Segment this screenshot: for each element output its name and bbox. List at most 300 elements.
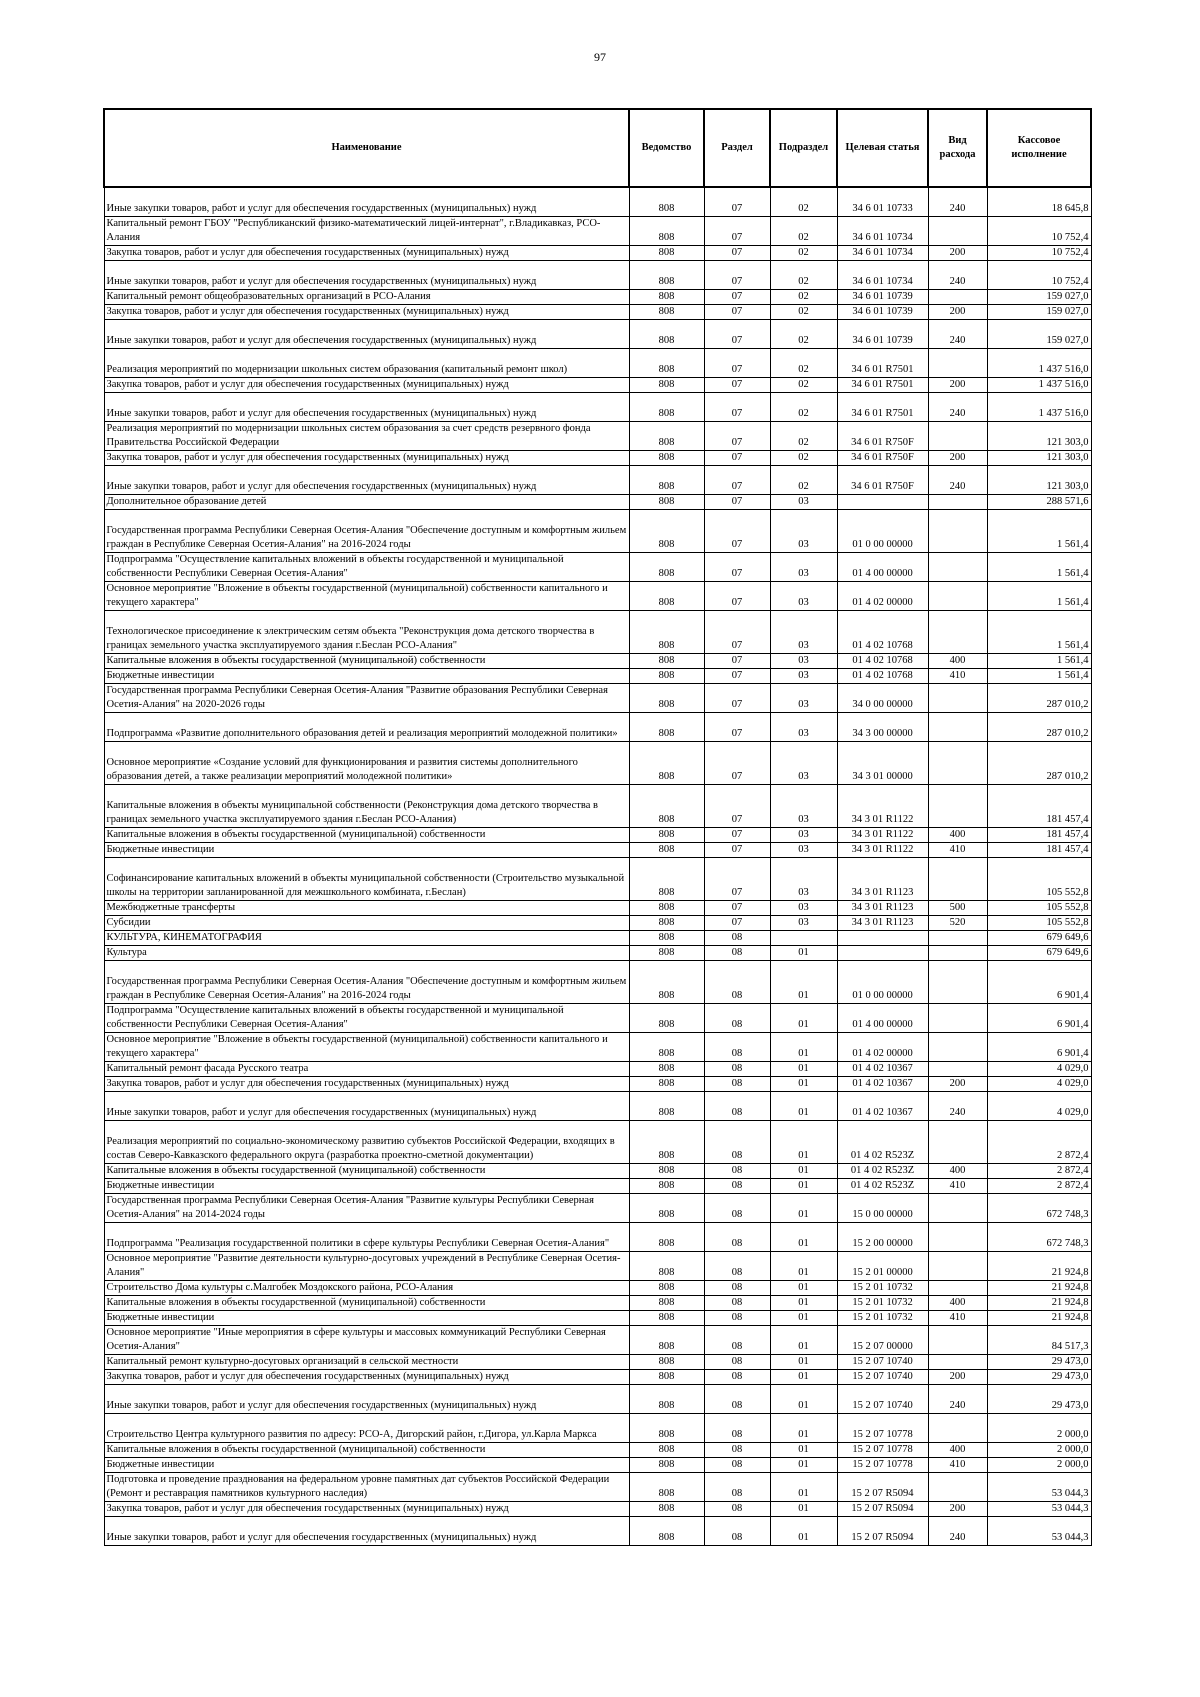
row-subsection-cell: 01 xyxy=(770,1517,837,1546)
row-subsection-cell: 03 xyxy=(770,611,837,654)
row-execution-cell: 4 029,0 xyxy=(987,1062,1091,1077)
row-section-cell: 08 xyxy=(704,1077,770,1092)
table-row xyxy=(104,669,1091,684)
row-name-cell: Капитальный ремонт ГБОУ "Республиканский физико-математический лицей-интернат", г.Владикавказ, РСО-Алания xyxy=(104,217,629,246)
row-subsection-cell: 02 xyxy=(770,305,837,320)
row-section-cell: 07 xyxy=(704,582,770,611)
row-expense-type-cell xyxy=(928,961,987,1004)
row-section-cell: 08 xyxy=(704,1414,770,1443)
row-target-article-cell: 34 3 01 R1122 xyxy=(837,785,928,828)
row-section-cell: 08 xyxy=(704,1458,770,1473)
row-name-cell: Бюджетные инвестиции xyxy=(104,1179,629,1194)
row-execution-cell: 1 437 516,0 xyxy=(987,393,1091,422)
row-section-cell: 07 xyxy=(704,466,770,495)
row-expense-type-cell xyxy=(928,946,987,961)
row-section-cell: 08 xyxy=(704,1033,770,1062)
row-execution-cell: 84 517,3 xyxy=(987,1326,1091,1355)
row-name-cell: Капитальный ремонт фасада Русского театра xyxy=(104,1062,629,1077)
row-target-article-cell: 15 2 07 10778 xyxy=(837,1414,928,1443)
row-ministry-cell: 808 xyxy=(629,843,704,858)
row-section-cell: 07 xyxy=(704,742,770,785)
table-row xyxy=(104,828,1091,843)
row-section-cell: 08 xyxy=(704,946,770,961)
table-row xyxy=(104,742,1091,785)
row-target-article-cell: 34 6 01 10739 xyxy=(837,305,928,320)
table-row xyxy=(104,1194,1091,1223)
row-target-article-cell: 01 4 02 10367 xyxy=(837,1077,928,1092)
row-expense-type-cell xyxy=(928,611,987,654)
row-name-cell: Иные закупки товаров, работ и услуг для обеспечения государственных (муниципальных) нужд xyxy=(104,1385,629,1414)
row-name-cell: Подпрограмма "Осуществление капитальных вложений в объекты государственной и муниципальной собственности Республики Северная Осетия-Алания" xyxy=(104,553,629,582)
row-expense-type-cell xyxy=(928,553,987,582)
row-expense-type-cell xyxy=(928,217,987,246)
row-subsection-cell: 03 xyxy=(770,654,837,669)
row-expense-type-cell xyxy=(928,1062,987,1077)
row-section-cell: 07 xyxy=(704,713,770,742)
row-expense-type-cell: 400 xyxy=(928,1296,987,1311)
table-row xyxy=(104,1281,1091,1296)
row-execution-cell: 159 027,0 xyxy=(987,320,1091,349)
row-section-cell: 07 xyxy=(704,305,770,320)
header-section: Раздел xyxy=(704,109,770,187)
row-expense-type-cell xyxy=(928,1326,987,1355)
row-subsection-cell: 01 xyxy=(770,1223,837,1252)
row-name-cell: Закупка товаров, работ и услуг для обеспечения государственных (муниципальных) нужд xyxy=(104,1370,629,1385)
row-execution-cell: 1 561,4 xyxy=(987,582,1091,611)
row-subsection-cell: 03 xyxy=(770,510,837,553)
row-target-article-cell: 15 2 01 10732 xyxy=(837,1311,928,1326)
row-ministry-cell: 808 xyxy=(629,1326,704,1355)
row-execution-cell: 287 010,2 xyxy=(987,713,1091,742)
row-name-cell: Капитальные вложения в объекты государственной (муниципальной) собственности xyxy=(104,654,629,669)
table-row xyxy=(104,961,1091,1004)
row-section-cell: 08 xyxy=(704,1223,770,1252)
row-name-cell: Строительство Центра культурного развития по адресу: РСО-А, Дигорский район, г.Дигора, ул.Карла Маркса xyxy=(104,1414,629,1443)
row-target-article-cell: 34 6 01 10733 xyxy=(837,187,928,217)
row-ministry-cell: 808 xyxy=(629,378,704,393)
row-name-cell: Подготовка и проведение празднования на федеральном уровне памятных дат субъектов Российской Федерации (Ремонт и реставрация памятников культурного наследия) xyxy=(104,1473,629,1502)
row-target-article-cell: 34 6 01 10734 xyxy=(837,261,928,290)
row-execution-cell: 53 044,3 xyxy=(987,1502,1091,1517)
row-subsection-cell: 01 xyxy=(770,1092,837,1121)
row-target-article-cell: 01 4 00 00000 xyxy=(837,1004,928,1033)
row-section-cell: 08 xyxy=(704,1311,770,1326)
table-row xyxy=(104,1296,1091,1311)
row-section-cell: 08 xyxy=(704,1326,770,1355)
row-ministry-cell: 808 xyxy=(629,669,704,684)
row-execution-cell: 105 552,8 xyxy=(987,858,1091,901)
row-expense-type-cell xyxy=(928,1194,987,1223)
row-name-cell: Капитальные вложения в объекты муниципальной собственности (Реконструкция дома детского творчества в границах земельного участка эксплуатируемого здания г.Беслан РСО-Алания) xyxy=(104,785,629,828)
row-execution-cell: 181 457,4 xyxy=(987,785,1091,828)
row-execution-cell: 679 649,6 xyxy=(987,946,1091,961)
row-target-article-cell: 15 2 07 00000 xyxy=(837,1326,928,1355)
row-ministry-cell: 808 xyxy=(629,217,704,246)
row-name-cell: Иные закупки товаров, работ и услуг для обеспечения государственных (муниципальных) нужд xyxy=(104,466,629,495)
table-row xyxy=(104,901,1091,916)
row-execution-cell: 121 303,0 xyxy=(987,466,1091,495)
table-row xyxy=(104,1414,1091,1443)
row-section-cell: 07 xyxy=(704,654,770,669)
row-ministry-cell: 808 xyxy=(629,1194,704,1223)
row-subsection-cell: 03 xyxy=(770,785,837,828)
row-target-article-cell: 15 2 07 10778 xyxy=(837,1443,928,1458)
row-target-article-cell: 01 4 02 10768 xyxy=(837,654,928,669)
row-subsection-cell: 01 xyxy=(770,1443,837,1458)
row-subsection-cell: 03 xyxy=(770,553,837,582)
row-subsection-cell: 01 xyxy=(770,1194,837,1223)
row-ministry-cell: 808 xyxy=(629,290,704,305)
row-name-cell: Основное мероприятие "Иные мероприятия в сфере культуры и массовых коммуникаций Республики Северная Осетия-Алания" xyxy=(104,1326,629,1355)
row-execution-cell: 21 924,8 xyxy=(987,1252,1091,1281)
row-expense-type-cell: 410 xyxy=(928,669,987,684)
row-expense-type-cell xyxy=(928,1473,987,1502)
row-execution-cell: 18 645,8 xyxy=(987,187,1091,217)
row-ministry-cell: 808 xyxy=(629,961,704,1004)
row-execution-cell: 181 457,4 xyxy=(987,843,1091,858)
row-name-cell: Реализация мероприятий по социально-экономическому развитию субъектов Российской Федерации, входящих в состав Северо-Кавказского федерального округа (разработка проектно-сметной документации) xyxy=(104,1121,629,1164)
table-row xyxy=(104,611,1091,654)
row-expense-type-cell xyxy=(928,349,987,378)
row-ministry-cell: 808 xyxy=(629,742,704,785)
table-row xyxy=(104,1502,1091,1517)
row-ministry-cell: 808 xyxy=(629,1296,704,1311)
row-subsection-cell: 03 xyxy=(770,901,837,916)
row-subsection-cell: 01 xyxy=(770,1004,837,1033)
row-subsection-cell: 01 xyxy=(770,1179,837,1194)
table-row xyxy=(104,1443,1091,1458)
row-name-cell: Закупка товаров, работ и услуг для обеспечения государственных (муниципальных) нужд xyxy=(104,378,629,393)
header-expense-type: Вид расхода xyxy=(928,109,987,187)
row-expense-type-cell xyxy=(928,684,987,713)
table-row xyxy=(104,1092,1091,1121)
row-section-cell: 08 xyxy=(704,1179,770,1194)
row-ministry-cell: 808 xyxy=(629,1473,704,1502)
table-row xyxy=(104,246,1091,261)
row-section-cell: 08 xyxy=(704,1517,770,1546)
row-subsection-cell: 01 xyxy=(770,1326,837,1355)
row-section-cell: 07 xyxy=(704,785,770,828)
row-target-article-cell: 15 2 07 R5094 xyxy=(837,1517,928,1546)
table-row xyxy=(104,320,1091,349)
row-subsection-cell: 03 xyxy=(770,843,837,858)
row-subsection-cell: 02 xyxy=(770,320,837,349)
row-execution-cell: 1 561,4 xyxy=(987,669,1091,684)
row-execution-cell: 1 437 516,0 xyxy=(987,349,1091,378)
table-row xyxy=(104,946,1091,961)
table-row xyxy=(104,495,1091,510)
table-row xyxy=(104,349,1091,378)
row-ministry-cell: 808 xyxy=(629,713,704,742)
row-target-article-cell: 01 4 02 R523Z xyxy=(837,1179,928,1194)
table-row xyxy=(104,713,1091,742)
row-target-article-cell: 15 2 07 10778 xyxy=(837,1458,928,1473)
row-ministry-cell: 808 xyxy=(629,422,704,451)
row-expense-type-cell: 240 xyxy=(928,466,987,495)
row-section-cell: 07 xyxy=(704,858,770,901)
row-ministry-cell: 808 xyxy=(629,320,704,349)
row-expense-type-cell: 240 xyxy=(928,1517,987,1546)
row-execution-cell: 159 027,0 xyxy=(987,305,1091,320)
row-name-cell: Иные закупки товаров, работ и услуг для обеспечения государственных (муниципальных) нужд xyxy=(104,1517,629,1546)
row-expense-type-cell: 400 xyxy=(928,1164,987,1179)
row-target-article-cell: 34 0 00 00000 xyxy=(837,684,928,713)
table-row xyxy=(104,1062,1091,1077)
row-target-article-cell: 34 3 01 R1123 xyxy=(837,916,928,931)
row-name-cell: Реализация мероприятий по модернизации школьных систем образования (капитальный ремонт школ) xyxy=(104,349,629,378)
row-name-cell: Капитальный ремонт культурно-досуговых организаций в сельской местности xyxy=(104,1355,629,1370)
row-ministry-cell: 808 xyxy=(629,785,704,828)
row-section-cell: 08 xyxy=(704,1443,770,1458)
row-execution-cell: 1 561,4 xyxy=(987,510,1091,553)
row-ministry-cell: 808 xyxy=(629,916,704,931)
row-name-cell: Государственная программа Республики Северная Осетия-Алания "Обеспечение доступным и комфортным жильем граждан в Республике Северная Осетия-Алания" на 2016-2024 годы xyxy=(104,961,629,1004)
row-subsection-cell: 01 xyxy=(770,1458,837,1473)
row-execution-cell: 6 901,4 xyxy=(987,1004,1091,1033)
row-execution-cell: 159 027,0 xyxy=(987,290,1091,305)
row-target-article-cell: 15 2 01 10732 xyxy=(837,1281,928,1296)
row-name-cell: КУЛЬТУРА, КИНЕМАТОГРАФИЯ xyxy=(104,931,629,946)
row-target-article-cell: 01 4 02 R523Z xyxy=(837,1164,928,1179)
row-expense-type-cell: 410 xyxy=(928,1458,987,1473)
row-name-cell: Закупка товаров, работ и услуг для обеспечения государственных (муниципальных) нужд xyxy=(104,451,629,466)
row-subsection-cell: 01 xyxy=(770,1121,837,1164)
row-name-cell: Иные закупки товаров, работ и услуг для обеспечения государственных (муниципальных) нужд xyxy=(104,320,629,349)
row-name-cell: Подпрограмма «Развитие дополнительного образования детей и реализация мероприятий молодежной политики» xyxy=(104,713,629,742)
row-expense-type-cell xyxy=(928,422,987,451)
row-section-cell: 07 xyxy=(704,393,770,422)
row-expense-type-cell: 200 xyxy=(928,378,987,393)
table-row xyxy=(104,1077,1091,1092)
row-target-article-cell: 01 4 00 00000 xyxy=(837,553,928,582)
row-subsection-cell: 02 xyxy=(770,187,837,217)
row-expense-type-cell: 200 xyxy=(928,1370,987,1385)
row-target-article-cell: 01 4 02 10367 xyxy=(837,1062,928,1077)
table-row xyxy=(104,187,1091,217)
row-subsection-cell xyxy=(770,931,837,946)
table-row xyxy=(104,1252,1091,1281)
row-target-article-cell: 34 6 01 10739 xyxy=(837,290,928,305)
row-target-article-cell: 01 4 02 10768 xyxy=(837,611,928,654)
row-ministry-cell: 808 xyxy=(629,1443,704,1458)
row-expense-type-cell: 500 xyxy=(928,901,987,916)
table-row xyxy=(104,451,1091,466)
row-subsection-cell: 02 xyxy=(770,466,837,495)
row-ministry-cell: 808 xyxy=(629,946,704,961)
row-section-cell: 08 xyxy=(704,1252,770,1281)
row-subsection-cell: 03 xyxy=(770,713,837,742)
row-expense-type-cell: 410 xyxy=(928,1311,987,1326)
row-expense-type-cell: 200 xyxy=(928,1077,987,1092)
header-target-article: Целевая статья xyxy=(837,109,928,187)
row-ministry-cell: 808 xyxy=(629,1517,704,1546)
table-row xyxy=(104,1121,1091,1164)
row-section-cell: 07 xyxy=(704,187,770,217)
row-subsection-cell: 01 xyxy=(770,1370,837,1385)
row-execution-cell: 2 000,0 xyxy=(987,1414,1091,1443)
row-expense-type-cell: 240 xyxy=(928,393,987,422)
row-execution-cell: 121 303,0 xyxy=(987,422,1091,451)
row-target-article-cell xyxy=(837,495,928,510)
row-name-cell: Иные закупки товаров, работ и услуг для обеспечения государственных (муниципальных) нужд xyxy=(104,261,629,290)
row-expense-type-cell: 240 xyxy=(928,320,987,349)
table-row xyxy=(104,785,1091,828)
row-ministry-cell: 808 xyxy=(629,466,704,495)
row-name-cell: Капитальные вложения в объекты государственной (муниципальной) собственности xyxy=(104,828,629,843)
row-ministry-cell: 808 xyxy=(629,1092,704,1121)
row-section-cell: 07 xyxy=(704,320,770,349)
row-target-article-cell: 34 3 01 00000 xyxy=(837,742,928,785)
row-section-cell: 07 xyxy=(704,349,770,378)
row-ministry-cell: 808 xyxy=(629,1033,704,1062)
row-name-cell: Капитальные вложения в объекты государственной (муниципальной) собственности xyxy=(104,1296,629,1311)
row-name-cell: Иные закупки товаров, работ и услуг для обеспечения государственных (муниципальных) нужд xyxy=(104,1092,629,1121)
table-row xyxy=(104,1179,1091,1194)
table-row xyxy=(104,654,1091,669)
row-execution-cell: 287 010,2 xyxy=(987,742,1091,785)
row-name-cell: Строительство Дома культуры с.Малгобек Моздокского района, РСО-Алания xyxy=(104,1281,629,1296)
row-execution-cell: 105 552,8 xyxy=(987,916,1091,931)
row-ministry-cell: 808 xyxy=(629,858,704,901)
row-name-cell: Государственная программа Республики Северная Осетия-Алания "Развитие образования Республики Северная Осетия-Алания" на 2020-2026 годы xyxy=(104,684,629,713)
row-target-article-cell: 15 2 01 00000 xyxy=(837,1252,928,1281)
table-row xyxy=(104,1223,1091,1252)
row-expense-type-cell xyxy=(928,510,987,553)
row-target-article-cell xyxy=(837,946,928,961)
table-row xyxy=(104,684,1091,713)
row-section-cell: 07 xyxy=(704,495,770,510)
table-header-row xyxy=(104,109,1091,187)
table-row xyxy=(104,553,1091,582)
row-execution-cell: 672 748,3 xyxy=(987,1194,1091,1223)
table-row xyxy=(104,422,1091,451)
row-section-cell: 07 xyxy=(704,916,770,931)
row-section-cell: 07 xyxy=(704,843,770,858)
row-ministry-cell: 808 xyxy=(629,901,704,916)
row-subsection-cell: 03 xyxy=(770,742,837,785)
row-target-article-cell: 34 6 01 R7501 xyxy=(837,393,928,422)
row-name-cell: Бюджетные инвестиции xyxy=(104,843,629,858)
row-section-cell: 08 xyxy=(704,1385,770,1414)
row-subsection-cell: 02 xyxy=(770,378,837,393)
row-execution-cell: 21 924,8 xyxy=(987,1281,1091,1296)
row-ministry-cell: 808 xyxy=(629,1164,704,1179)
row-target-article-cell: 01 4 02 00000 xyxy=(837,582,928,611)
row-section-cell: 07 xyxy=(704,901,770,916)
row-execution-cell: 6 901,4 xyxy=(987,961,1091,1004)
row-section-cell: 08 xyxy=(704,1194,770,1223)
row-name-cell: Закупка товаров, работ и услуг для обеспечения государственных (муниципальных) нужд xyxy=(104,1077,629,1092)
row-target-article-cell: 34 6 01 10734 xyxy=(837,217,928,246)
row-target-article-cell: 34 6 01 R7501 xyxy=(837,349,928,378)
row-target-article-cell: 34 3 01 R1122 xyxy=(837,843,928,858)
row-name-cell: Подпрограмма "Реализация государственной политики в сфере культуры Республики Северная Осетия-Алания" xyxy=(104,1223,629,1252)
row-subsection-cell: 02 xyxy=(770,422,837,451)
row-subsection-cell: 03 xyxy=(770,495,837,510)
table-row xyxy=(104,393,1091,422)
row-expense-type-cell xyxy=(928,1414,987,1443)
row-expense-type-cell: 240 xyxy=(928,261,987,290)
table-row xyxy=(104,1517,1091,1546)
row-section-cell: 08 xyxy=(704,1092,770,1121)
row-target-article-cell: 34 6 01 R7501 xyxy=(837,378,928,393)
row-ministry-cell: 808 xyxy=(629,1458,704,1473)
row-expense-type-cell xyxy=(928,1355,987,1370)
row-subsection-cell: 02 xyxy=(770,349,837,378)
row-section-cell: 07 xyxy=(704,261,770,290)
row-subsection-cell: 01 xyxy=(770,1355,837,1370)
row-execution-cell: 121 303,0 xyxy=(987,451,1091,466)
header-ministry: Ведомство xyxy=(629,109,704,187)
row-execution-cell: 2 000,0 xyxy=(987,1443,1091,1458)
row-subsection-cell: 01 xyxy=(770,961,837,1004)
row-subsection-cell: 01 xyxy=(770,1033,837,1062)
row-name-cell: Бюджетные инвестиции xyxy=(104,1458,629,1473)
row-execution-cell: 10 752,4 xyxy=(987,261,1091,290)
row-subsection-cell: 01 xyxy=(770,1414,837,1443)
row-section-cell: 07 xyxy=(704,246,770,261)
row-section-cell: 08 xyxy=(704,1062,770,1077)
row-target-article-cell: 34 3 00 00000 xyxy=(837,713,928,742)
row-subsection-cell: 03 xyxy=(770,669,837,684)
row-name-cell: Основное мероприятие "Вложение в объекты государственной (муниципальной) собственности капитального и текущего характера" xyxy=(104,1033,629,1062)
row-ministry-cell: 808 xyxy=(629,1121,704,1164)
row-execution-cell: 21 924,8 xyxy=(987,1311,1091,1326)
table-row xyxy=(104,858,1091,901)
row-subsection-cell: 01 xyxy=(770,1473,837,1502)
row-execution-cell: 53 044,3 xyxy=(987,1517,1091,1546)
row-name-cell: Реализация мероприятий по модернизации школьных систем образования за счет средств резервного фонда Правительства Российской Федерации xyxy=(104,422,629,451)
page-number: 97 xyxy=(594,50,606,64)
row-ministry-cell: 808 xyxy=(629,1355,704,1370)
row-ministry-cell: 808 xyxy=(629,451,704,466)
row-name-cell: Капитальные вложения в объекты государственной (муниципальной) собственности xyxy=(104,1443,629,1458)
row-ministry-cell: 808 xyxy=(629,1179,704,1194)
row-ministry-cell: 808 xyxy=(629,1502,704,1517)
row-execution-cell: 6 901,4 xyxy=(987,1033,1091,1062)
row-section-cell: 08 xyxy=(704,1296,770,1311)
table-row xyxy=(104,1355,1091,1370)
row-expense-type-cell xyxy=(928,931,987,946)
row-target-article-cell: 34 6 01 R750F xyxy=(837,451,928,466)
row-name-cell: Дополнительное образование детей xyxy=(104,495,629,510)
row-subsection-cell: 02 xyxy=(770,261,837,290)
row-name-cell: Бюджетные инвестиции xyxy=(104,669,629,684)
row-expense-type-cell: 240 xyxy=(928,1385,987,1414)
row-section-cell: 07 xyxy=(704,422,770,451)
table-row xyxy=(104,1370,1091,1385)
row-ministry-cell: 808 xyxy=(629,1311,704,1326)
row-subsection-cell: 02 xyxy=(770,451,837,466)
row-target-article-cell: 01 0 00 00000 xyxy=(837,961,928,1004)
row-name-cell: Межбюджетные трансферты xyxy=(104,901,629,916)
row-subsection-cell: 01 xyxy=(770,1281,837,1296)
budget-execution-table xyxy=(103,108,1092,1546)
row-ministry-cell: 808 xyxy=(629,305,704,320)
row-expense-type-cell xyxy=(928,1281,987,1296)
row-target-article-cell: 01 4 02 10367 xyxy=(837,1092,928,1121)
row-section-cell: 07 xyxy=(704,290,770,305)
row-expense-type-cell xyxy=(928,290,987,305)
table-row xyxy=(104,1458,1091,1473)
row-expense-type-cell xyxy=(928,785,987,828)
row-subsection-cell: 02 xyxy=(770,217,837,246)
row-expense-type-cell: 200 xyxy=(928,451,987,466)
row-section-cell: 08 xyxy=(704,1370,770,1385)
row-target-article-cell: 15 2 07 10740 xyxy=(837,1385,928,1414)
table-row xyxy=(104,916,1091,931)
row-section-cell: 07 xyxy=(704,669,770,684)
